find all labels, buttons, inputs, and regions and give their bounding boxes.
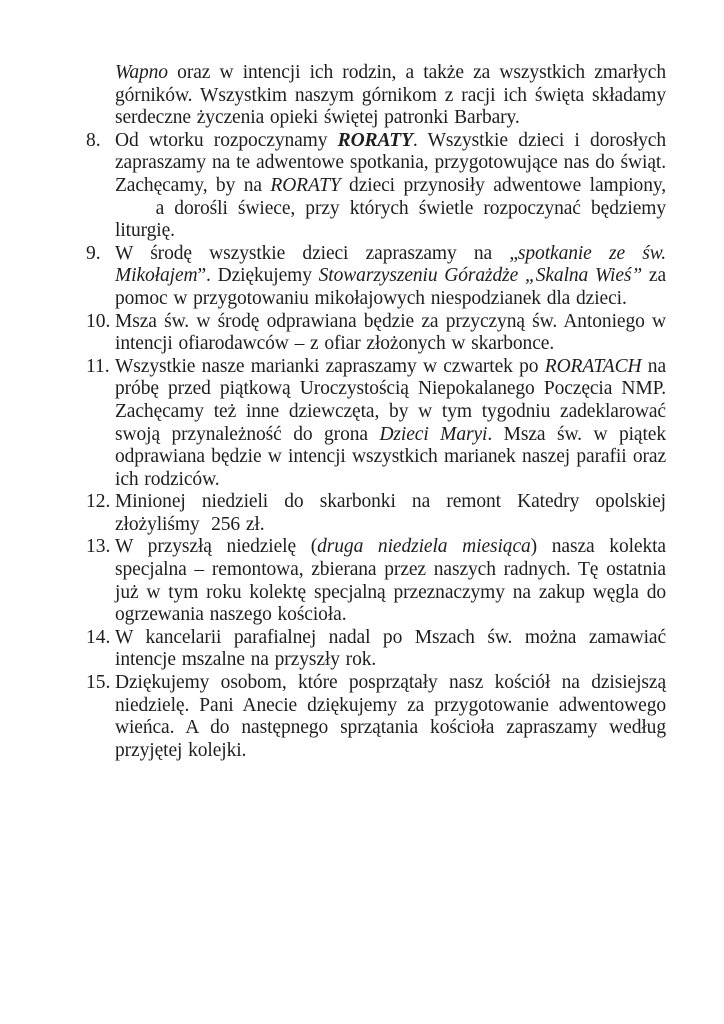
- announcement-item-11: [86, 356, 666, 492]
- announcement-item-9: [86, 243, 666, 311]
- announcement-list: [86, 62, 666, 762]
- text-segment: . Wszystkie dzieci i dorosłych zapraszamy na te adwentowe spotkania, przygotowujące nas do świąt. Zachęcamy, by na: [115, 129, 666, 196]
- text-segment-italic: Stowarzyszeniu Górażdże „Skalna Wieś”: [318, 265, 643, 287]
- announcement-item-14: [86, 627, 666, 672]
- text-segment: Wszystkie nasze marianki zapraszamy w czwartek po: [115, 355, 545, 377]
- text-segment-italic: Wapno: [115, 62, 168, 83]
- text-segment: na próbę przed piątkową Uroczystością Niepokalanego Poczęcia NMP. Zachęcamy też inne dziewczęta, by w tym tygodniu zadeklarować swoją przynależność do grona: [115, 355, 666, 445]
- text-segment: W przyszłą niedzielę (: [115, 536, 318, 558]
- text-segment: W środę wszystkie dzieci zapraszamy na „: [115, 242, 518, 264]
- announcement-item-10: [86, 311, 666, 356]
- text-segment: W kancelarii parafialnej nadal po Mszach św. można zamawiać intencje mszalne na przyszły rok.: [115, 626, 666, 671]
- announcement-item-8: [86, 130, 666, 243]
- text-segment: za pomoc w przygotowaniu mikołajowych niespodzianek dla dzieci.: [115, 265, 667, 309]
- list-number: 8.: [86, 129, 101, 151]
- list-number: 13.: [86, 536, 111, 558]
- text-segment: . Msza św. w piątek odprawiana będzie w intencji wszystkich marianek naszej parafii oraz ich rodziców.: [115, 423, 666, 490]
- text-segment-bold-italic: RORATY: [337, 129, 413, 151]
- list-number: 12.: [86, 491, 111, 513]
- list-number: 11.: [86, 355, 110, 377]
- list-number: 10.: [86, 310, 111, 332]
- text-segment-italic: RORATACH: [544, 355, 642, 377]
- list-number: 9.: [86, 242, 101, 264]
- text-segment-italic: druga niedziela miesiąca: [317, 536, 531, 558]
- announcement-item-13: [86, 536, 666, 626]
- text-segment-italic: RORATY: [270, 174, 341, 196]
- text-segment: ) nasza kolekta specjalna – remontowa, zbierana przez naszych radnych. Tę ostatnia już w tym roku kolektę specjalną przeznaczymy na zakup węgla do ogrzewania naszego kościoła.: [115, 536, 666, 626]
- text-segment: Minionej niedzieli do skarbonki na remont Katedry opolskiej złożyliśmy 256 zł.: [115, 491, 666, 535]
- announcement-item-15: [86, 672, 666, 762]
- text-segment: Dziękujemy osobom, które posprzątały nasz kościół na dzisiejszą niedzielę. Pani Anecie dziękujemy za przygotowanie adwentowego wieńca. A do następnego sprzątania kościoła zapraszamy według przyjętej kolejki.: [115, 672, 666, 761]
- text-segment: dzieci przynosiły adwentowe lampiony, a dorośli świece, przy których świetle rozpoczynać będziemy liturgię.: [115, 174, 667, 242]
- text-segment: ”. Dziękujemy: [197, 265, 319, 287]
- text-segment: oraz w intencji ich rodzin, a także za wszystkich zmarłych górników. Wszystkim naszym górnikom z racji ich święta składamy serdeczne życzenia opieki świętej patronki Barbary.: [115, 62, 666, 129]
- list-number: 14.: [86, 626, 111, 648]
- announcement-item-12: [86, 491, 666, 536]
- list-number: 15.: [86, 672, 111, 694]
- text-segment: Msza św. w środę odprawiana będzie za przyczyną św. Antoniego w intencji ofiarodawców – z ofiar złożonych w skarbonce.: [115, 310, 666, 355]
- text-segment-italic: Dzieci Maryi: [379, 423, 488, 445]
- text-segment: Od wtorku rozpoczynamy: [115, 129, 338, 151]
- announcement-item-7-continuation: [86, 62, 666, 130]
- text-segment-italic: spotkanie ze św. Mikołajem: [115, 242, 666, 287]
